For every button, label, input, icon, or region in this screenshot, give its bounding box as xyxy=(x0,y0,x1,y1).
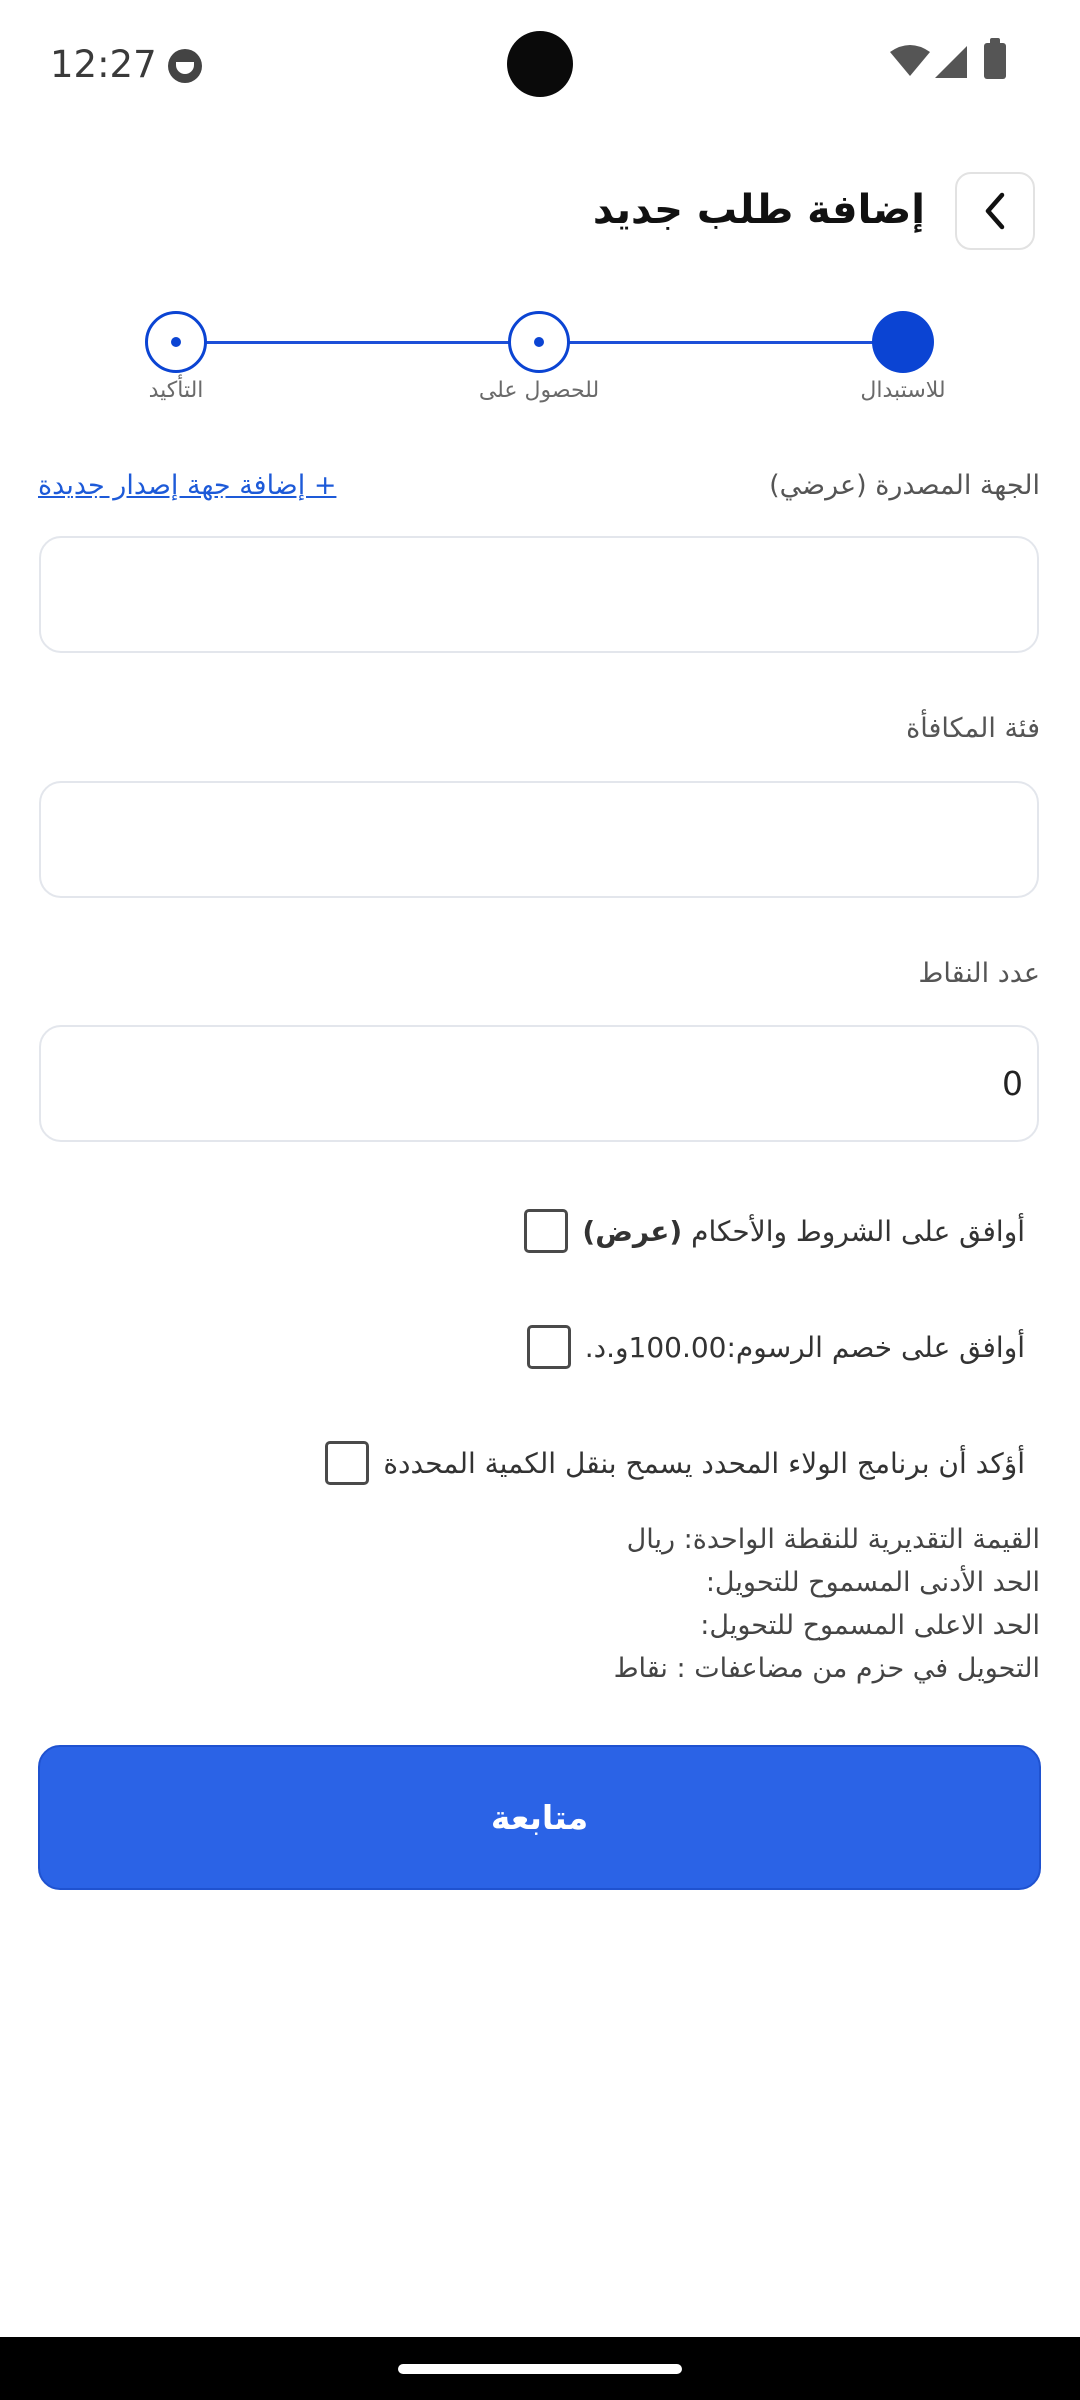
step-1-indicator xyxy=(872,311,934,373)
conversion-info xyxy=(614,1518,1040,1690)
loyalty-confirm-checkbox-row[interactable] xyxy=(325,1441,1025,1485)
reward-category-label: فئة المكافأة xyxy=(906,713,1040,744)
points-input[interactable] xyxy=(39,1025,1039,1142)
bundle-multiple-info: التحويل في حزم من مضاعفات : نقاط xyxy=(613,1653,1040,1684)
fees-checkbox-row[interactable] xyxy=(527,1325,1025,1369)
max-transfer-info: الحد الاعلى المسموح للتحويل: xyxy=(700,1610,1040,1641)
fees-checkbox[interactable] xyxy=(527,1325,571,1369)
loyalty-confirm-checkbox[interactable] xyxy=(325,1441,369,1485)
back-button[interactable] xyxy=(955,172,1035,250)
terms-checkbox-row[interactable] xyxy=(524,1209,1025,1253)
step-3-indicator xyxy=(145,311,207,373)
signal-icon xyxy=(933,44,969,80)
points-input-value: 0 xyxy=(1002,1064,1023,1103)
issuer-label: الجهة المصدرة (عرضي) xyxy=(769,470,1040,501)
terms-checkbox-label xyxy=(582,1215,1025,1248)
step-2-indicator xyxy=(508,311,570,373)
camera-cutout xyxy=(507,31,573,97)
terms-view-link[interactable]: (عرض) xyxy=(582,1214,683,1248)
points-label: عدد النقاط xyxy=(918,958,1040,989)
reward-category-input[interactable] xyxy=(39,781,1039,898)
loyalty-confirm-checkbox-label: أؤكد أن برنامج الولاء المحدد يسمح بنقل الكمية المحددة xyxy=(383,1446,1025,1480)
step-2-label: للحصول على xyxy=(478,378,600,403)
step-1-label: للاستبدال xyxy=(860,378,946,403)
fees-checkbox-label: أوافق على خصم الرسوم:100.00و.د. xyxy=(584,1330,1025,1364)
chevron-left-icon xyxy=(980,191,1010,231)
home-indicator[interactable] xyxy=(398,2364,682,2374)
battery-icon xyxy=(984,43,1006,79)
notification-face-icon xyxy=(168,49,202,83)
wifi-icon xyxy=(890,44,930,78)
add-issuer-link[interactable]: + إضافة جهة إصدار جديدة xyxy=(38,470,337,501)
terms-checkbox[interactable] xyxy=(524,1209,568,1253)
point-value-info: القيمة التقديرية للنقطة الواحدة: ريال xyxy=(626,1524,1040,1555)
terms-text: أوافق على الشروط والأحكام xyxy=(682,1214,1025,1248)
continue-button[interactable]: متابعة xyxy=(38,1745,1041,1890)
step-3-label: التأكيد xyxy=(148,378,204,403)
issuer-input[interactable] xyxy=(39,536,1039,653)
min-transfer-info: الحد الأدنى المسموح للتحويل: xyxy=(705,1567,1040,1598)
page-title: إضافة طلب جديد xyxy=(592,187,925,233)
status-time: 12:27 xyxy=(50,43,157,86)
